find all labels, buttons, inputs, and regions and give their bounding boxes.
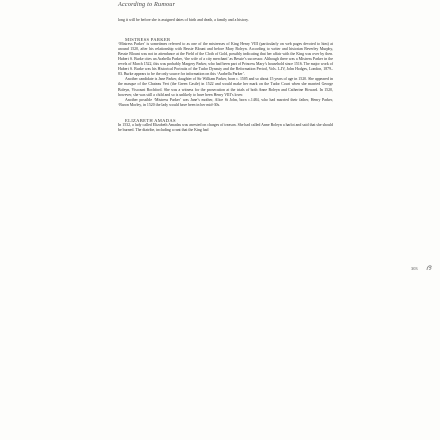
flourish-mark-icon (425, 264, 433, 272)
entry-paragraph: ‘Mistress Parker’ is sometimes referred to as one of the mistresses of King Henry VIII (particularly on web pages devoted to him) at around 1520, after his relationship with Bessie Blount and before Mary Boleyn. According to writer and historian Beverley Murphy, Bessie Blount was not in attendance at the Field of the Cloth of Gold, possibly indicating that her affair with the King was over by then. Hubert S. Burke cites an Arabella Parker, ‘the wife of a city merchant’ as Bessie’s successor. Although there was a Mistress Parker in the revels of March 1522, this was probably Margery Parker, who had been part of Princess Mary’s household since 1516. The major work of Hubert S. Burke was his Historical Portraits of the Tudor Dynasty and the Reformation Period, Vols. I–IV, John Hodges, London, 1879–83. Burke appears to be the only source for information on this ‘Arabella Parker’. (118, 42, 333, 77)
entry-paragraph: Another candidate is Jane Parker, daughter of Sir William Parker, born c. 1505 and so about 15 years of age in 1520. She appeared in the masque of the Chateau Vert (the Green Castle) in 1522 and would make her mark on the Tudor Court when she married George Boleyn, Viscount Rochford. She was a witness for the prosecution at the trials of both Anne Boleyn and Catherine Howard. In 1520, however, she was still a child and so is unlikely to have been Henry VIII’s lover. (118, 77, 333, 97)
entry-heading: MISTRESS PARKER (125, 37, 171, 43)
entry-paragraph: Another possible ‘Mistress Parker’ was Jane’s mother, Alice St John, born c.1484, who had married their father, Henry Parker, ‘Baron Morley, in 1520 the lady would have been in her mid-30s. (118, 97, 333, 107)
running-head: According to Rumour (118, 1, 176, 8)
text-column (118, 18, 333, 133)
page-number: 303 (411, 266, 418, 271)
section-spacer (118, 108, 333, 118)
section-spacer (118, 23, 333, 37)
entry-paragraph: In 1532, a lady called Elizabeth Amadas was arrested on charges of treason. She had called Anne Boleyn a harlot and said that she should be burned. The diatribe, including a rant that the King had (118, 122, 333, 132)
intro-paragraph: long it will be before she is assigned dates of birth and death, a family and a history. (118, 18, 249, 22)
entry-heading: ELIZABETH AMADAS (125, 117, 176, 123)
